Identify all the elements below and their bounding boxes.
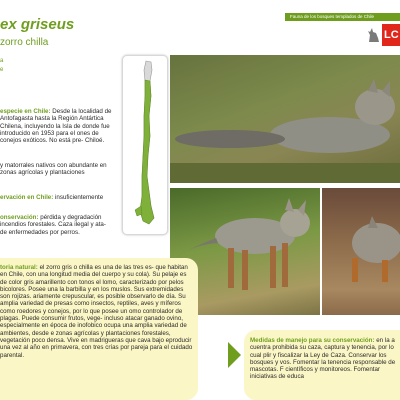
threats-label: onservación:: [0, 214, 39, 221]
fox-silhouette-icon: [366, 26, 380, 44]
management-measures-text: en la a cuentra prohibida su caza, captura y tenencia, por lo cual plir y fiscalizar la Ley de Caza. Conservar los bosques y vos. Fomentar la tenencia responsable de mascotas. F científicos y monitoreos. Fomentar iniciativas de educa: [250, 337, 396, 381]
threats-text: pérdida y degradación incendios forestales. Caza ilegal y ata- de enfermedades por perros.: [0, 214, 106, 236]
natural-history-paragraph: [0, 264, 193, 359]
chile-map-icon: [123, 56, 169, 236]
fox-photo-closeup: [322, 188, 400, 315]
habitat-paragraph: [0, 162, 112, 177]
species-title: ex griseus: [0, 16, 75, 33]
natural-history-text: el zorro gris o chilla es una de las tres es- que habitan en Chile, con una longitud media del cuerpo y su cola). Su pelaje es de color gris amarillento con tonos el lomo, caracterizado por pelos bicolores. Posee una la barbilla y en los muslos. Sus extremidades son rojizas. ariamente crepuscular, es posible observarlo de día. Su amplia variedad de presas como insectos, reptiles, aves y míferos como roedores y conejos, por lo que posee un omo controlador de plagas. Puede consumir frutos, vege- incluso atacar ganado ovino, especialmente en época de inofobico ocupa una amplia variedad de ambientes, desde e zonas agrícolas y plantaciones forestales, vegetación poco densa. Vive en madrigueras que cava bajo eproducir una vez al año en primavera, con tres crías por pareja para el cuidado parental.: [0, 264, 193, 359]
distribution-label: especie en Chile:: [0, 108, 51, 115]
conservation-state-value: insuficientemente: [55, 194, 104, 201]
distribution-text: Desde la localidad de Antofagasta hasta la Región Antártica Chilena, incluyendo la Isla de donde fue introducido en 1953 para el ones de conejos exóticos. No está pre- Chiloé.: [0, 108, 112, 145]
taxonomy-line-1: a: [0, 58, 4, 64]
conservation-state-label: ervación en Chile:: [0, 194, 54, 201]
distribution-map: [122, 55, 168, 235]
conservation-status-badge: LC: [382, 24, 400, 46]
arrow-right-icon: [228, 342, 241, 368]
habitat-text: y matorrales nativos con abundante en zonas agrícolas y plantaciones: [0, 162, 107, 177]
management-measures-label: Medidas de manejo para su conservación:: [250, 337, 375, 344]
management-measures-paragraph: [250, 337, 400, 381]
taxonomy-line-2: e: [0, 67, 4, 73]
threats-paragraph: [0, 214, 112, 236]
natural-history-label: toria natural:: [0, 264, 38, 271]
fox-photo-lying: [170, 55, 400, 183]
distribution-paragraph: [0, 108, 112, 144]
common-name: zorro chilla: [0, 37, 49, 48]
conservation-state-paragraph: [0, 194, 112, 201]
series-title: Fauna de los bosques templados de Chile: [290, 14, 375, 19]
